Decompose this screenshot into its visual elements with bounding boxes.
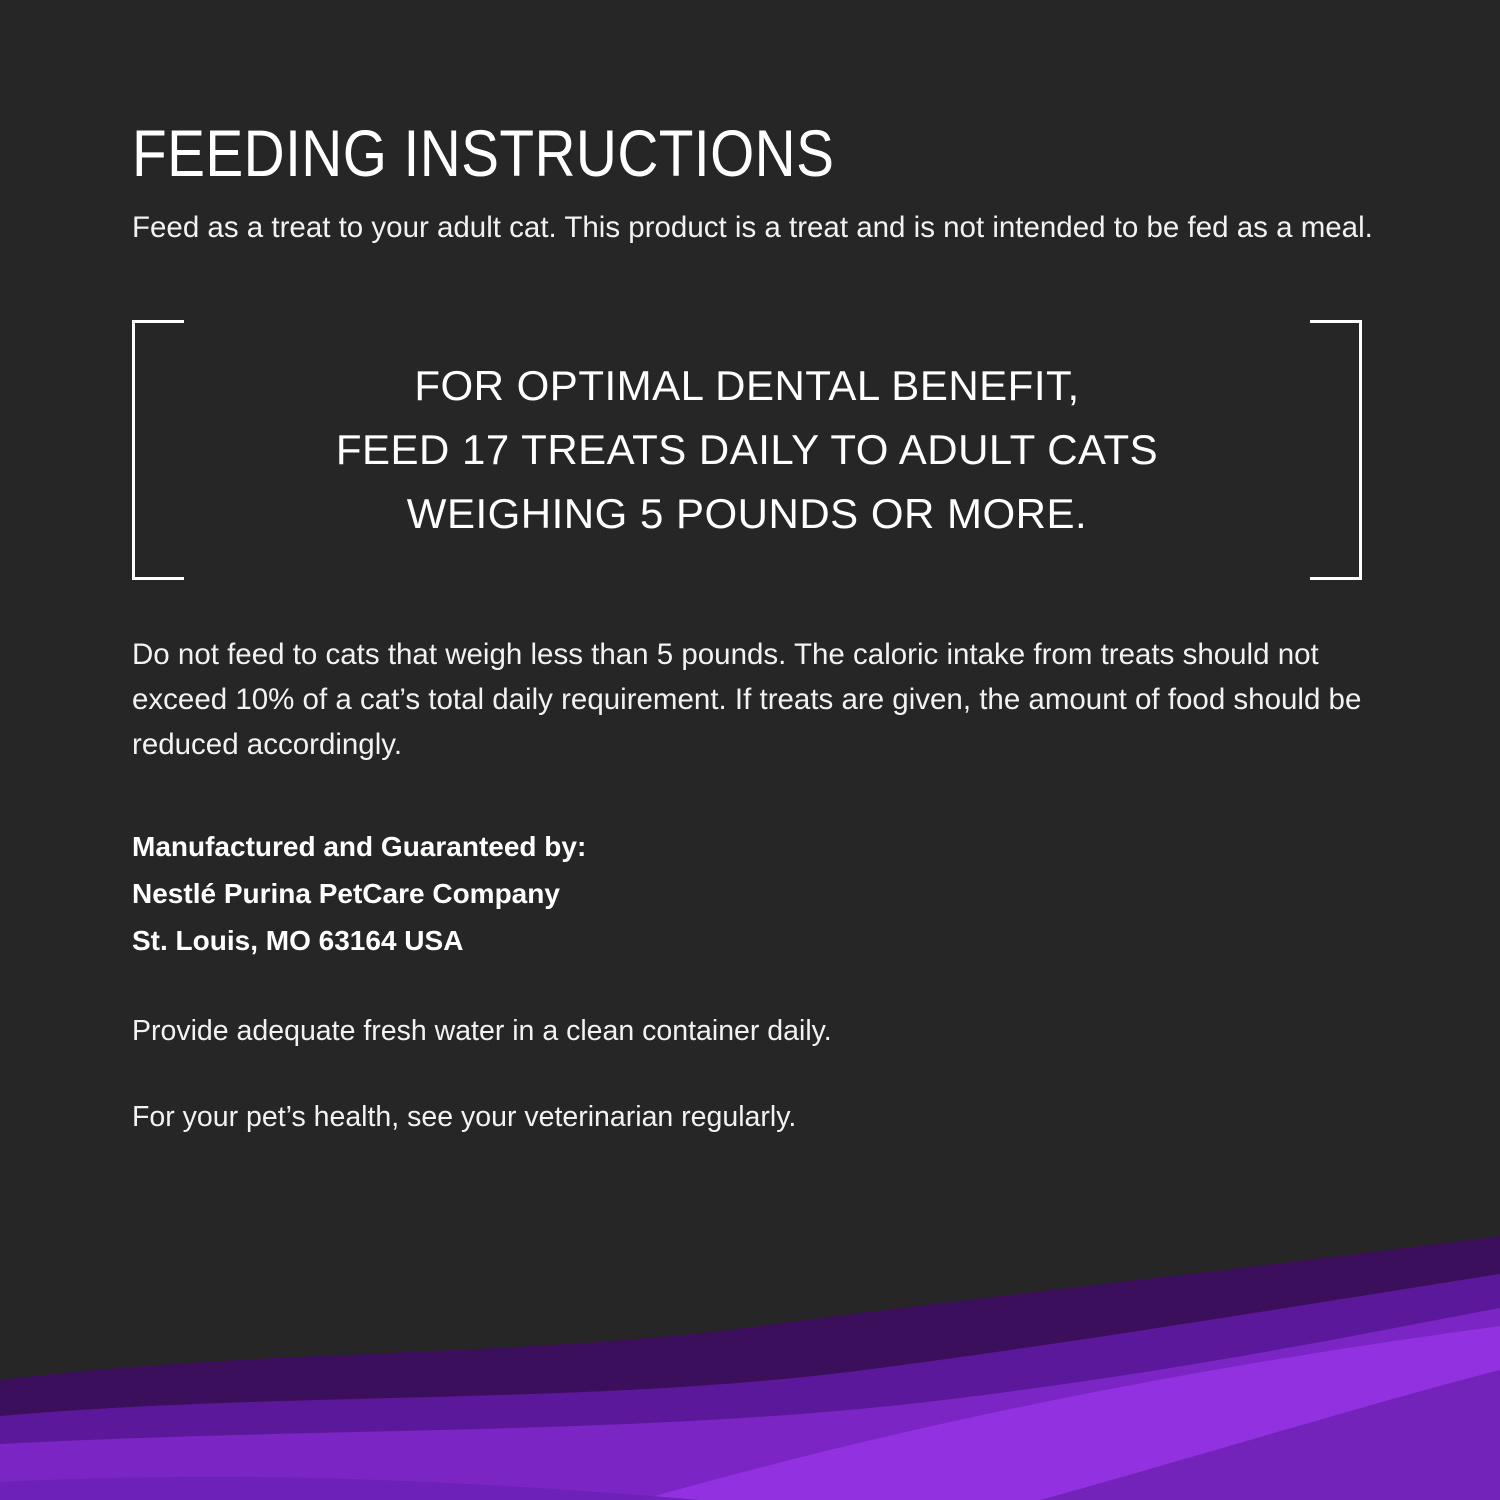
callout-line-2: FEED 17 TREATS DAILY TO ADULT CATS	[335, 426, 1159, 473]
decorative-purple-wave	[0, 1230, 1500, 1500]
caloric-intake-paragraph: Do not feed to cats that weigh less than 5 pounds. The caloric intake from treats should not exceed 10% of a cat’s total daily requirement. If treats are given, the amount of food should be reduced accordingly.	[132, 638, 1362, 761]
callout-line-1: FOR OPTIMAL DENTAL BENEFIT,	[414, 362, 1080, 409]
page-title: FEEDING INSTRUCTIONS	[132, 116, 835, 190]
manufacturer-address: St. Louis, MO 63164 USA	[132, 925, 464, 956]
water-note: Provide adequate fresh water in a clean container daily.	[132, 1015, 832, 1047]
bracket-left-icon	[132, 320, 184, 580]
dental-benefit-callout	[132, 320, 1362, 580]
callout-line-3: WEIGHING 5 POUNDS OR MORE.	[406, 490, 1088, 537]
manufacturer-block	[132, 823, 1377, 964]
feeding-instructions-section	[132, 118, 1377, 1138]
manufacturer-company: Nestlé Purina PetCare Company	[132, 878, 560, 909]
manufacturer-heading: Manufactured and Guaranteed by:	[132, 831, 587, 862]
bracket-right-icon	[1310, 320, 1362, 580]
veterinarian-note: For your pet’s health, see your veterinarian regularly.	[132, 1101, 797, 1133]
callout-text	[202, 354, 1292, 546]
intro-paragraph: Feed as a treat to your adult cat. This product is a treat and is not intended to be fed as a meal.	[132, 211, 1373, 244]
